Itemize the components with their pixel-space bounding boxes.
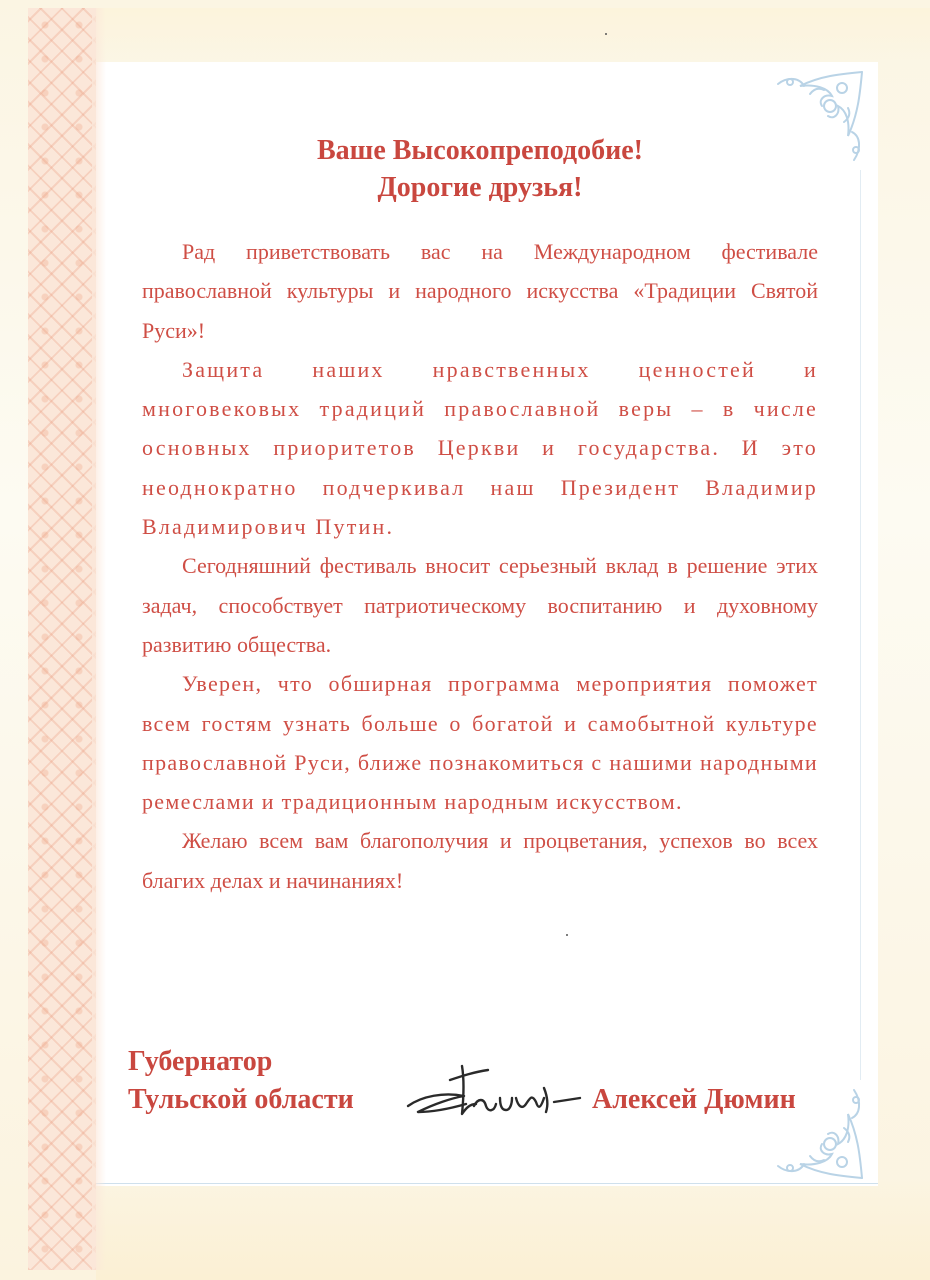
paragraph: Желаю всем вам благополучия и процветания, успехов во всех благих делах и начинаниях! <box>142 828 818 893</box>
paragraph: Рад приветствовать вас на Международном фестивале православной культуры и народного искусства «Традиции Святой Руси»! <box>142 239 818 343</box>
scan-speck <box>605 33 607 35</box>
handwritten-signature <box>404 1058 590 1128</box>
scan-speck <box>566 934 568 936</box>
panel-divider-line <box>96 1183 878 1184</box>
signatory-title-line-1: Губернатор <box>128 1046 273 1077</box>
ornamental-left-border <box>28 8 96 1270</box>
left-border-fade <box>92 8 106 1270</box>
paragraph: Уверен, что обширная программа мероприятия поможет всем гостям узнать больше о богатой и самобытной культуре православной Руси, ближе познакомиться с нашими народными ремеслами и традиционным народным искусством. <box>142 671 818 815</box>
signatory-name: Алексей Дюмин <box>592 1084 796 1115</box>
paragraph: Защита наших нравственных ценностей и многовековых традиций православной веры – в числе основных приоритетов Церкви и государства. И это неоднократно подчеркивал наш Президент Владимир Владимирович Путин. <box>142 356 818 540</box>
paragraph: Сегодняшний фестиваль вносит серьезный вклад в решение этих задач, способствует патриотическому воспитанию и духовному развитию общества. <box>142 553 818 657</box>
top-decorative-band <box>96 8 930 60</box>
greeting-line-1: Ваше Высокопреподобие! <box>317 135 643 166</box>
panel-right-edge <box>860 170 861 1080</box>
greeting-line-2: Дорогие друзья! <box>377 172 583 203</box>
signatory-title-line-2: Тульской области <box>128 1084 354 1115</box>
bottom-decorative-band <box>96 1180 930 1280</box>
letter-body <box>142 232 818 900</box>
